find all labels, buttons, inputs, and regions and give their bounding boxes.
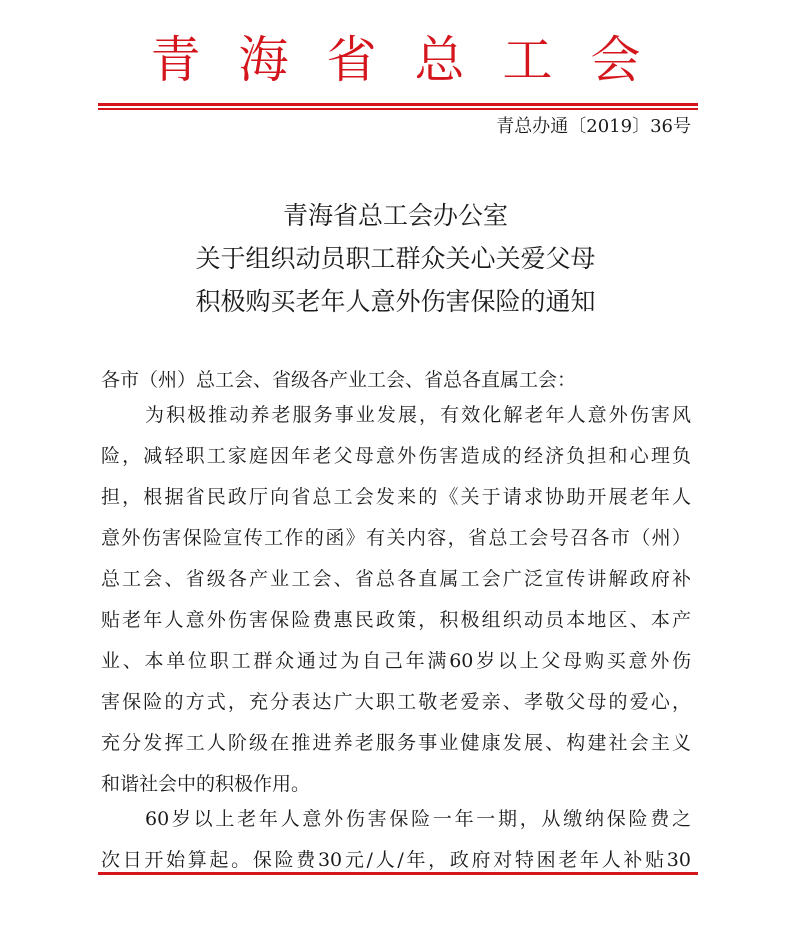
title-line-2: 关于组织动员职工群众关心关爱父母 bbox=[195, 244, 596, 273]
paragraph-2-line: 60岁以上老年人意外伤害保险一年一期，从缴纳保险费之 bbox=[145, 808, 691, 830]
header-red-rule-bottom bbox=[98, 108, 698, 110]
paragraph-1-line: 险，减轻职工家庭因年老父母意外伤害造成的经济负担和心理负 bbox=[101, 445, 691, 467]
paragraph-1-line: 为积极推动养老服务事业发展，有效化解老年人意外伤害风 bbox=[145, 404, 691, 426]
paragraph-2-line: 次日开始算起。保险费30元/人/年，政府对特困老年人补贴30 bbox=[101, 849, 691, 871]
paragraph-1-line: 担，根据省民政厅向省总工会发来的《关于请求协助开展老年人 bbox=[101, 486, 691, 508]
salutation: 各市（州）总工会、省级各产业工会、省总各直属工会： bbox=[101, 369, 577, 391]
paragraph-1-line: 贴老年人意外伤害保险费惠民政策，积极组织动员本地区、本产 bbox=[101, 609, 691, 631]
document-number: 青总办通〔2019〕36号 bbox=[496, 116, 691, 137]
title-line-1: 青海省总工会办公室 bbox=[282, 201, 508, 230]
paragraph-1-line: 充分发挥工人阶级在推进养老服务事业健康发展、构建社会主义 bbox=[101, 732, 691, 754]
paragraph-1-line: 业、本单位职工群众通过为自己年满60岁以上父母购买意外伤 bbox=[101, 650, 691, 672]
org-name-header: 青海省总工会 bbox=[150, 31, 679, 89]
paragraph-1-line: 总工会、省级各产业工会、省总各直属工会广泛宣传讲解政府补 bbox=[101, 568, 691, 590]
title-line-3: 积极购买老年人意外伤害保险的通知 bbox=[195, 287, 596, 316]
paragraph-1-line: 害保险的方式，充分表达广大职工敬老爱亲、孝敬父母的爱心， bbox=[101, 691, 691, 713]
paragraph-1-line: 意外伤害保险宣传工作的函》有关内容，省总工会号召各市（州） bbox=[101, 527, 691, 549]
header-red-rule-top bbox=[98, 103, 698, 106]
footer-red-rule bbox=[98, 872, 698, 875]
paragraph-1-line: 和谐社会中的积极作用。 bbox=[101, 773, 311, 795]
